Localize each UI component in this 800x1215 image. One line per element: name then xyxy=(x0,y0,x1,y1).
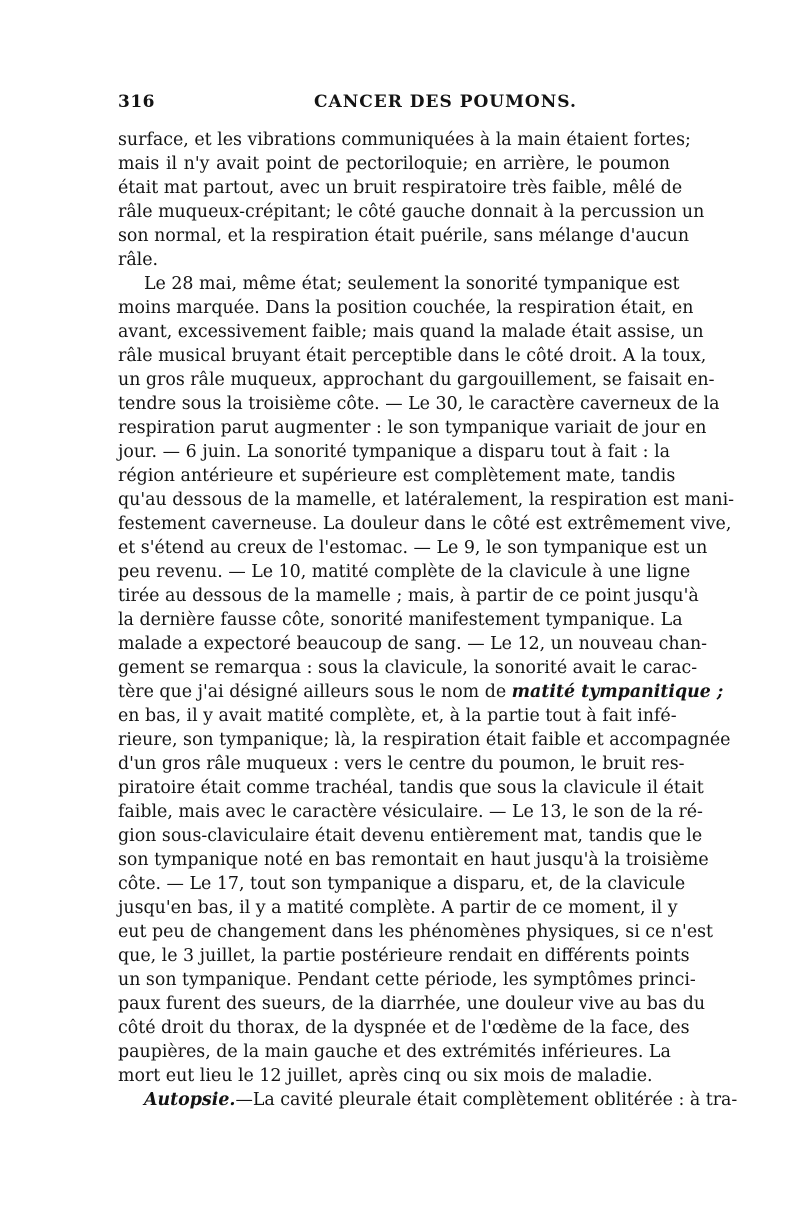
text-line: gement se remarqua : sous la clavicule, la sonorité avait le carac- xyxy=(118,658,698,678)
text-line: râle muqueux-crépitant; le côté gauche donnait à la percussion un xyxy=(118,202,705,222)
text-run: tère que j'ai désigné ailleurs sous le nom de xyxy=(118,682,512,702)
text-line: mort eut lieu le 12 juillet, après cinq ou six mois de maladie. xyxy=(118,1066,653,1086)
text-line: la dernière fausse côte, sonorité manifestement tympanique. La xyxy=(118,610,683,630)
text-line: et s'étend au creux de l'estomac. — Le 9, le son tympanique est un xyxy=(118,538,708,558)
text-line: son normal, et la respiration était puérile, sans mélange d'aucun xyxy=(118,226,690,246)
text-line: piratoire était comme trachéal, tandis que sous la clavicule il était xyxy=(118,778,704,798)
text-line: était mat partout, avec un bruit respiratoire très faible, mêlé de xyxy=(118,178,683,198)
text-run: —La cavité pleurale était complètement oblitérée : à tra- xyxy=(235,1090,738,1110)
text-line: râle. xyxy=(118,250,159,270)
text-line: qu'au dessous de la mamelle, et latéralement, la respiration est mani- xyxy=(118,490,735,510)
page-number: 316 xyxy=(118,92,155,112)
text-line: un son tympanique. Pendant cette période, les symptômes princi- xyxy=(118,970,696,990)
text-line: d'un gros râle muqueux : vers le centre du poumon, le bruit res- xyxy=(118,754,685,774)
text-line: Le 28 mai, même état; seulement la sonorité tympanique est xyxy=(144,274,680,294)
text-line: côté droit du thorax, de la dyspnée et de l'œdème de la face, des xyxy=(118,1018,690,1038)
text-line: jour. — 6 juin. La sonorité tympanique a disparu tout à fait : la xyxy=(118,442,670,462)
text-line xyxy=(118,680,724,704)
text-line: que, le 3 juillet, la partie postérieure rendait en différents points xyxy=(118,946,690,966)
text-line: jusqu'en bas, il y a matité complète. A partir de ce moment, il y xyxy=(118,898,678,918)
page-header xyxy=(118,92,670,120)
text-line: avant, excessivement faible; mais quand la malade était assise, un xyxy=(118,322,704,342)
text-line: festement caverneuse. La douleur dans le côté est extrêmement vive, xyxy=(118,514,732,534)
text-line: eut peu de changement dans les phénomènes physiques, si ce n'est xyxy=(118,922,714,942)
section-label: Autopsie. xyxy=(144,1090,236,1110)
text-line: gion sous-claviculaire était devenu entièrement mat, tandis que le xyxy=(118,826,703,846)
text-line xyxy=(118,1088,738,1112)
text-line: tendre sous la troisième côte. — Le 30, le caractère caverneux de la xyxy=(118,394,720,414)
text-line: son tympanique noté en bas remontait en haut jusqu'à la troisième xyxy=(118,850,709,870)
text-line: côte. — Le 17, tout son tympanique a disparu, et, de la clavicule xyxy=(118,874,686,894)
text-line: surface, et les vibrations communiquées à la main étaient fortes; xyxy=(118,130,691,150)
text-line: paupières, de la main gauche et des extrémités inférieures. La xyxy=(118,1042,671,1062)
body-text xyxy=(118,128,738,1112)
text-line: moins marquée. Dans la position couchée, la respiration était, en xyxy=(118,298,694,318)
text-line: rieure, son tympanique; là, la respiration était faible et accompagnée xyxy=(118,730,731,750)
text-line: respiration parut augmenter : le son tympanique variait de jour en xyxy=(118,418,707,438)
text-line: râle musical bruyant était perceptible dans le côté droit. A la toux, xyxy=(118,346,707,366)
text-line: en bas, il y avait matité complète, et, à la partie tout à fait infé- xyxy=(118,706,677,726)
text-line: malade a expectoré beaucoup de sang. — Le 12, un nouveau chan- xyxy=(118,634,708,654)
text-line: mais il n'y avait point de pectoriloquie; en arrière, le poumon xyxy=(118,154,670,174)
text-line: un gros râle muqueux, approchant du gargouillement, se faisait en- xyxy=(118,370,715,390)
text-line: peu revenu. — Le 10, matité complète de la clavicule à une ligne xyxy=(118,562,691,582)
text-line: faible, mais avec le caractère vésiculaire. — Le 13, le son de la ré- xyxy=(118,802,703,822)
running-title: CANCER DES POUMONS. xyxy=(314,92,577,112)
text-line: paux furent des sueurs, de la diarrhée, une douleur vive au bas du xyxy=(118,994,706,1014)
text-line: tirée au dessous de la mamelle ; mais, à partir de ce point jusqu'à xyxy=(118,586,699,606)
italic-term: matité tympanitique ; xyxy=(511,682,724,702)
text-line: région antérieure et supérieure est complètement mate, tandis xyxy=(118,466,676,486)
